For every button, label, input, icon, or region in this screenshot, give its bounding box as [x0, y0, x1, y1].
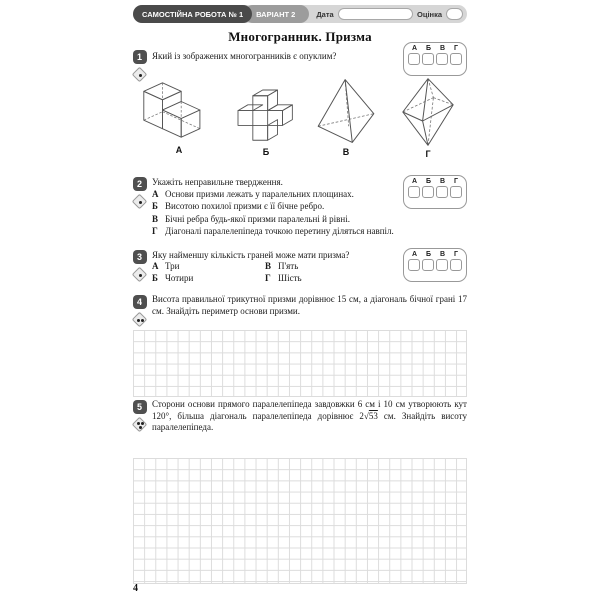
question-2-text: Укажіть неправильне твердження. — [152, 177, 283, 187]
option-letter: Г — [152, 225, 158, 236]
l-shaped-step-solid-icon — [132, 76, 227, 144]
page-number: 4 — [133, 583, 138, 594]
option-text: Діагоналі паралелепіпеда точкою перетину діляться навпіл. — [165, 225, 394, 236]
answer-grid-area-2[interactable] — [133, 458, 467, 584]
answer-checkbox-v[interactable] — [436, 259, 448, 271]
answer-checkbox-a[interactable] — [408, 259, 420, 271]
figure-b-label: Б — [262, 147, 270, 157]
answer-letter: В — [440, 178, 446, 185]
date-input[interactable] — [338, 8, 413, 20]
sqrt-radicand: 53 — [368, 410, 378, 421]
option-row — [152, 214, 467, 226]
question-5-text — [152, 399, 467, 434]
question-3-number: 3 — [133, 250, 147, 264]
question-3-options — [152, 261, 402, 285]
answer-letter: Г — [454, 251, 458, 258]
figure-v — [308, 76, 384, 157]
option-letter: А — [152, 189, 159, 200]
answer-letter: Б — [426, 178, 432, 185]
question-4-number: 4 — [133, 295, 147, 309]
answer-grid-area-1[interactable] — [133, 330, 467, 397]
answer-letter: В — [440, 45, 446, 52]
option-letter: Б — [152, 201, 158, 212]
question-1-text: Який із зображених многогранників є опуклим? — [152, 51, 337, 61]
option-text: Основи призми лежать у паралельних площинах. — [165, 189, 354, 200]
grade-input[interactable] — [446, 8, 463, 20]
question-5-text-after: см. Знайдіть висоту паралелепіпеда. — [152, 410, 467, 433]
difficulty-die-icon — [132, 267, 148, 283]
answer-letter: А — [412, 178, 418, 185]
answer-checkbox-v[interactable] — [436, 53, 448, 65]
question-5-number: 5 — [133, 400, 147, 414]
sqrt-symbol: √ — [363, 410, 369, 421]
option-text: Висотою похилої призми є її бічне ребро. — [165, 201, 325, 212]
answer-checkbox-g[interactable] — [450, 53, 462, 65]
header-bar — [133, 5, 467, 23]
question-4-text: Висота правильної трикутної призми дорівнює 15 см, а діагональ бічної грані 17 см. Знайдіть периметр основи призми. — [152, 294, 467, 316]
page-title: Многогранник. Призма — [228, 29, 372, 44]
header-fields — [309, 8, 467, 20]
question-2-badge — [131, 177, 148, 207]
worksheet-title-pill: САМОСТІЙНА РОБОТА № 1 — [133, 5, 252, 23]
figure-g — [392, 76, 464, 159]
difficulty-die-icon — [132, 194, 148, 210]
question-3-text: Яку найменшу кількість граней може мати призма? — [152, 250, 350, 260]
answer-checkbox-b[interactable] — [422, 53, 434, 65]
cross-of-cubes-solid-icon — [226, 76, 306, 146]
question-1-answer-panel — [403, 42, 467, 76]
question-3-badge — [131, 250, 148, 280]
figure-b — [224, 76, 308, 157]
question-2-number: 2 — [133, 177, 147, 191]
option-text: Чотири — [165, 273, 194, 283]
option-letter: Г — [265, 273, 271, 283]
answer-checkbox-a[interactable] — [408, 186, 420, 198]
option-text: Шість — [278, 273, 302, 283]
question-1-number: 1 — [133, 50, 147, 64]
answer-letter: Б — [426, 251, 432, 258]
option-row — [152, 226, 467, 238]
option-text: Три — [165, 261, 180, 271]
difficulty-die-icon — [132, 312, 148, 328]
option-letter: Б — [152, 273, 158, 283]
figure-a-label: А — [175, 145, 183, 155]
answer-checkbox-v[interactable] — [436, 186, 448, 198]
answer-letter: Г — [454, 178, 458, 185]
option-row — [265, 273, 402, 285]
answer-checkbox-b[interactable] — [422, 259, 434, 271]
difficulty-die-icon — [132, 417, 148, 433]
answer-checkbox-g[interactable] — [450, 186, 462, 198]
grade-label: Оцінка — [417, 9, 442, 19]
octahedron-icon — [397, 76, 459, 148]
date-label: Дата — [316, 9, 334, 19]
option-row — [152, 273, 265, 285]
option-row — [265, 261, 402, 273]
question-4-badge — [131, 295, 148, 325]
answer-checkbox-b[interactable] — [422, 186, 434, 198]
answer-letter: Г — [454, 45, 458, 52]
figure-v-label: В — [342, 147, 350, 157]
figure-g-label: Г — [425, 149, 431, 159]
question-5-badge — [131, 400, 148, 430]
option-letter: А — [152, 261, 159, 271]
answer-checkbox-a[interactable] — [408, 53, 420, 65]
option-letter: В — [265, 261, 272, 271]
variant-pill: ВАРІАНТ 2 — [244, 5, 309, 23]
answer-letter: В — [440, 251, 446, 258]
option-text: Бічні ребра будь-якої призми паралельні й рівні. — [165, 213, 350, 224]
option-letter: В — [152, 213, 159, 224]
option-row — [152, 261, 265, 273]
option-text: П'ять — [278, 261, 299, 271]
answer-letter: Б — [426, 45, 432, 52]
answer-letter: А — [412, 251, 418, 258]
question-3-answer-panel — [403, 248, 467, 282]
question-5-text-before: Сторони основи прямого паралелепіпеда завдовжки 6 см і 10 см утворюють кут 120°, більша діагональ паралелепіпеда дорівнює 2 — [152, 399, 467, 421]
answer-checkbox-g[interactable] — [450, 259, 462, 271]
tetrahedron-icon — [311, 76, 381, 146]
question-2-answer-panel — [403, 175, 467, 209]
answer-letter: А — [412, 45, 418, 52]
figure-a — [130, 76, 228, 155]
